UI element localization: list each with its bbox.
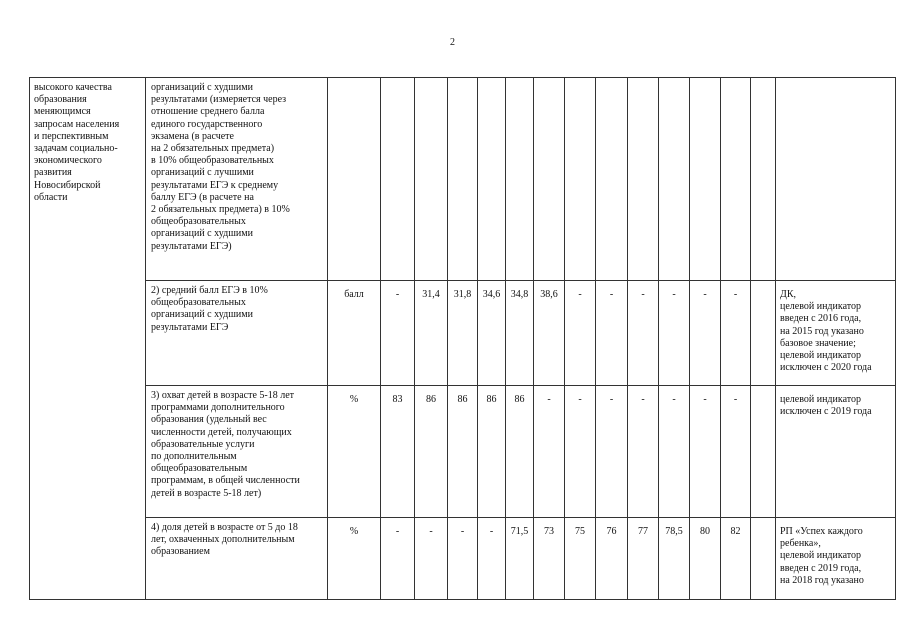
value-cell [415, 78, 448, 281]
value-cell [690, 78, 721, 281]
value-cell: 38,6 [534, 281, 565, 386]
table-row [30, 386, 896, 518]
value-cell: 34,8 [506, 281, 534, 386]
value-cell: 78,5 [659, 518, 690, 600]
table-row [30, 518, 896, 600]
value-cell: 86 [478, 386, 506, 518]
unit-cell: % [328, 386, 381, 518]
value-cell: 73 [534, 518, 565, 600]
value-cell [659, 78, 690, 281]
indicator-cell: организаций с худшими результатами (измеряется через отношение среднего балла единого государственного экзамена (в расчете на 2 обязательных предмета) в 10% общеобразовательных организаций с лучшими результатами ЕГЭ к среднему баллу ЕГЭ (в расчете на 2 обязательных предмета) в 10% общеобразовательных организаций с худшими результатами ЕГЭ) [146, 78, 328, 281]
indicator-cell: 4) доля детей в возрасте от 5 до 18 лет, охваченных дополнительным образованием [146, 518, 328, 600]
value-cell [751, 518, 776, 600]
value-cell: - [690, 281, 721, 386]
value-cell [565, 78, 596, 281]
value-cell: - [381, 518, 415, 600]
value-cell [596, 78, 628, 281]
unit-cell [328, 78, 381, 281]
value-cell: 86 [506, 386, 534, 518]
value-cell: - [565, 386, 596, 518]
value-cell: - [628, 281, 659, 386]
goal-cell: высокого качества образования меняющимся запросам населения и перспективным задачам социально- экономического развития Новосибирской области [30, 78, 146, 600]
value-cell: 82 [721, 518, 751, 600]
value-cell: 86 [448, 386, 478, 518]
note-cell [776, 78, 896, 281]
page-number: 2 [450, 37, 455, 48]
value-cell: - [659, 386, 690, 518]
value-cell: - [565, 281, 596, 386]
value-cell: - [478, 518, 506, 600]
value-cell: 31,4 [415, 281, 448, 386]
value-cell: 71,5 [506, 518, 534, 600]
value-cell: - [415, 518, 448, 600]
value-cell [534, 78, 565, 281]
value-cell [628, 78, 659, 281]
value-cell: 80 [690, 518, 721, 600]
value-cell: 31,8 [448, 281, 478, 386]
value-cell: - [628, 386, 659, 518]
value-cell: 86 [415, 386, 448, 518]
note-cell: РП «Успех каждого ребенка», целевой индикатор введен с 2019 года, на 2018 год указано [776, 518, 896, 600]
value-cell: - [596, 386, 628, 518]
note-cell: целевой индикатор исключен с 2019 года [776, 386, 896, 518]
table-row [30, 78, 896, 281]
value-cell: - [659, 281, 690, 386]
value-cell [381, 78, 415, 281]
value-cell: - [381, 281, 415, 386]
indicators-table [29, 77, 896, 600]
value-cell: 75 [565, 518, 596, 600]
value-cell [448, 78, 478, 281]
value-cell [751, 386, 776, 518]
table-row [30, 281, 896, 386]
value-cell: - [448, 518, 478, 600]
value-cell: - [534, 386, 565, 518]
value-cell: 76 [596, 518, 628, 600]
unit-cell: балл [328, 281, 381, 386]
unit-cell: % [328, 518, 381, 600]
table-body [30, 78, 896, 600]
value-cell [751, 281, 776, 386]
indicator-cell: 3) охват детей в возрасте 5-18 лет программами дополнительного образования (удельный вес численности детей, получающих образовательные услуги по дополнительным общеобразовательным программам, в общей численности детей в возрасте 5-18 лет) [146, 386, 328, 518]
value-cell: 34,6 [478, 281, 506, 386]
value-cell [721, 78, 751, 281]
note-cell: ДК, целевой индикатор введен с 2016 года, на 2015 год указано базовое значение; целевой индикатор исключен с 2020 года [776, 281, 896, 386]
value-cell: - [690, 386, 721, 518]
value-cell: - [721, 281, 751, 386]
value-cell [506, 78, 534, 281]
value-cell: 83 [381, 386, 415, 518]
indicator-cell: 2) средний балл ЕГЭ в 10% общеобразовательных организаций с худшими результатами ЕГЭ [146, 281, 328, 386]
value-cell: - [596, 281, 628, 386]
value-cell [751, 78, 776, 281]
value-cell [478, 78, 506, 281]
value-cell: 77 [628, 518, 659, 600]
value-cell: - [721, 386, 751, 518]
